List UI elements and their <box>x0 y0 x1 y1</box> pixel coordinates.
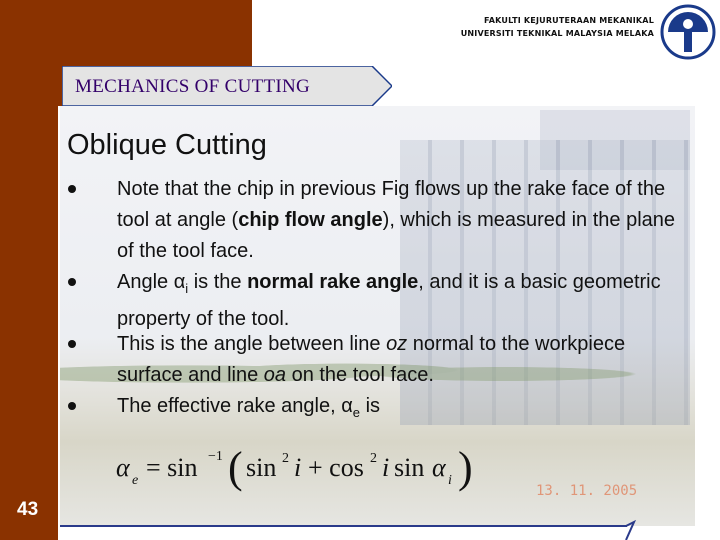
bullet-dot-icon <box>68 278 76 286</box>
svg-text:sin: sin <box>246 453 277 482</box>
svg-text:+ cos: + cos <box>308 453 364 482</box>
svg-text:= sin: = sin <box>146 453 198 482</box>
bullet-dot-icon <box>68 340 76 348</box>
bullet-dot-icon <box>68 402 76 410</box>
slide-title: Oblique Cutting <box>67 129 267 161</box>
bullet-text: This is the angle between line oz normal to the workpiece surface and line oa on the tool face. <box>117 333 626 386</box>
frame-bottom-line <box>60 525 627 527</box>
svg-text:(: ( <box>228 443 243 492</box>
faculty-header <box>461 14 654 40</box>
formula-graphic <box>112 440 512 492</box>
svg-text:e: e <box>132 473 139 488</box>
svg-text:α: α <box>432 453 446 482</box>
university-logo-icon <box>658 2 716 62</box>
bullet-text: The effective rake angle, $\alpha_e$ is <box>117 395 381 420</box>
svg-text:): ) <box>458 443 473 492</box>
svg-text:i: i <box>448 473 452 488</box>
faculty-line-1: FAKULTI KEJURUTERAAN MEKANIKAL <box>484 16 654 25</box>
photo-date-stamp: 13. 11. 2005 <box>536 483 638 499</box>
svg-text:i: i <box>382 453 390 482</box>
svg-text:i: i <box>294 453 302 482</box>
svg-text:2: 2 <box>370 451 377 466</box>
svg-text:sin: sin <box>394 453 425 482</box>
bullet-dot-icon <box>68 185 76 193</box>
section-banner-label: MECHANICS OF CUTTING <box>75 76 311 97</box>
slide-number: 43 <box>17 499 39 520</box>
svg-text:α: α <box>116 453 130 482</box>
effective-rake-angle-formula <box>112 440 512 492</box>
faculty-line-2: UNIVERSITI TEKNIKAL MALAYSIA MELAKA <box>460 29 654 38</box>
svg-text:2: 2 <box>282 451 289 466</box>
svg-text:−1: −1 <box>208 449 223 464</box>
frame-corner-arrow <box>620 510 640 540</box>
bullet-text: Angle $\alpha_i$ is the normal rake angle, and it is a basic geometric property of the tool. <box>117 271 661 330</box>
bullet-text: Note that the chip in previous Fig flows up the rake face of the tool at angle (chip flow angle), which is measured in the plane of the tool face. <box>117 178 676 262</box>
